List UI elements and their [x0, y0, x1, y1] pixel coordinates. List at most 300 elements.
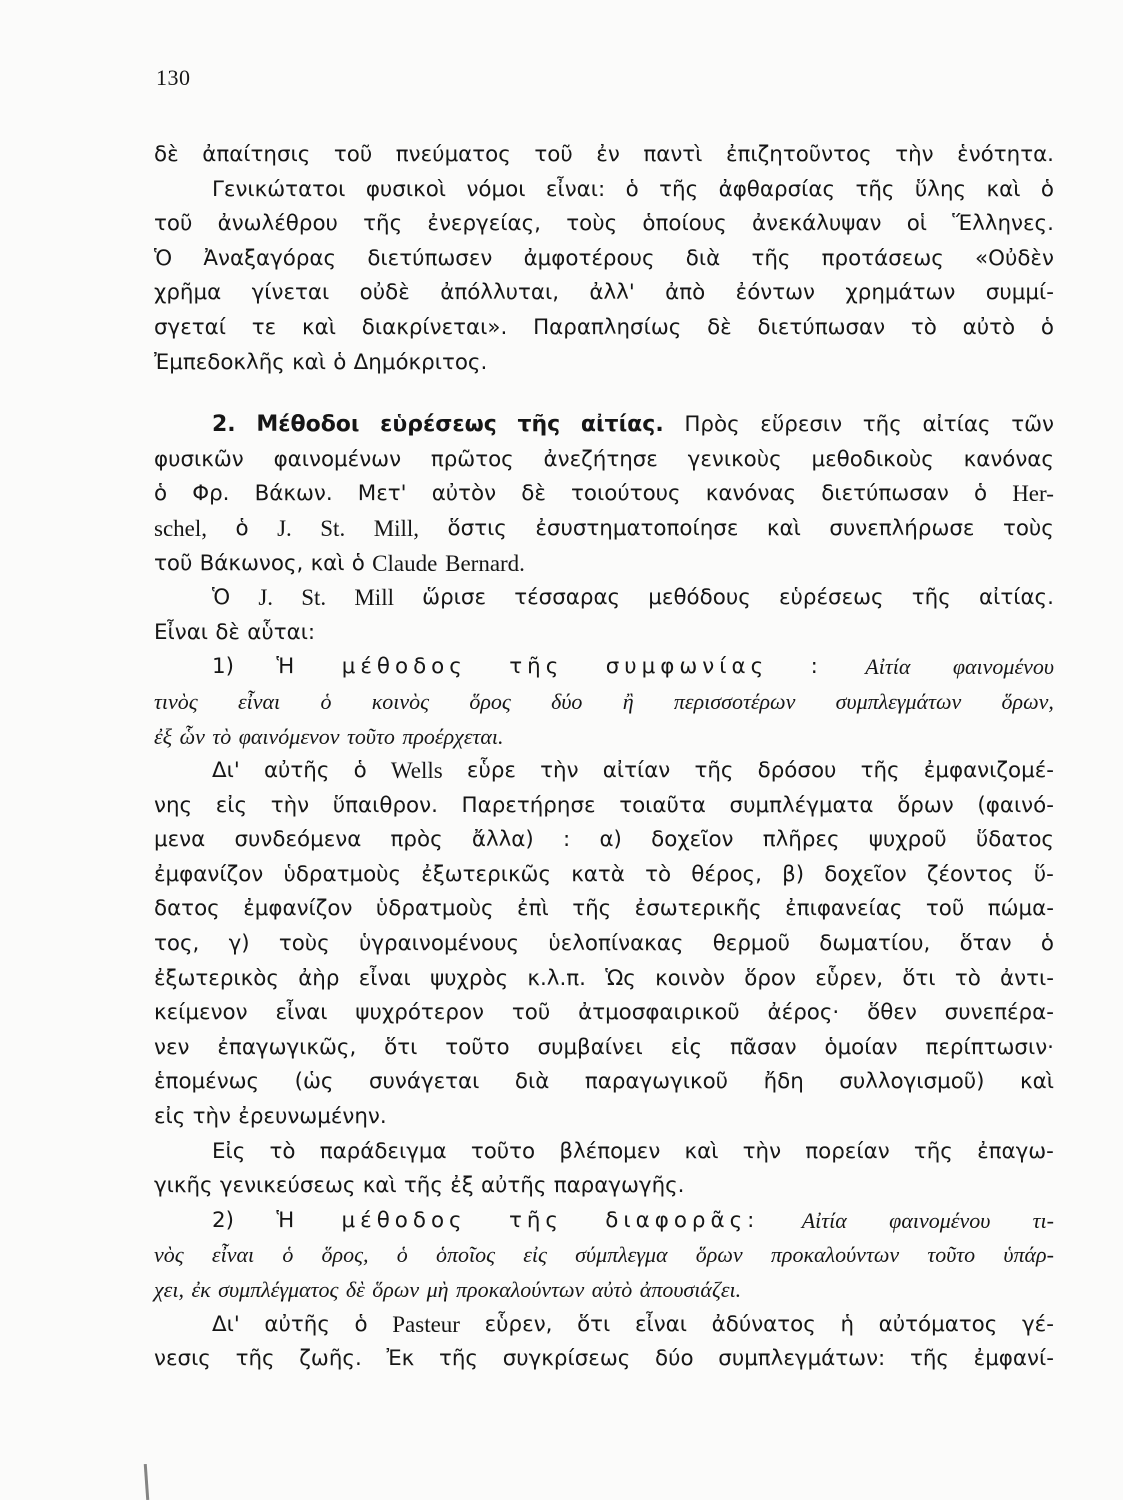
text-word: τῆς: [659, 176, 699, 202]
text-word: τὴν: [895, 142, 934, 167]
text-word: ὅρον: [744, 965, 796, 991]
text-word: Mill,: [373, 515, 420, 541]
text-word: Bernard.: [445, 550, 525, 576]
text-word: δατος: [154, 896, 220, 922]
text-word: εὗρεν,: [815, 965, 884, 991]
text-word: ὁμοίαν: [824, 1034, 898, 1060]
text-word: χρῆμα: [154, 280, 222, 306]
text-word: Γενικώτατοι: [212, 176, 346, 202]
text-word: γενικεύσεως: [219, 1173, 356, 1199]
text-line: [154, 823, 1054, 858]
text-line: [154, 311, 1054, 346]
text-word: Εἰς: [212, 1138, 246, 1164]
text-word: πώμα-: [987, 896, 1054, 922]
text-word: ψυχροῦ: [868, 827, 947, 853]
text-line: [154, 581, 1054, 616]
text-word: ἀπαίτησις: [202, 142, 311, 167]
text-word: νης: [154, 792, 193, 818]
text-line: [154, 207, 1054, 242]
text-word: τέσσαρας: [514, 585, 621, 611]
text-word: τοῦ: [534, 142, 573, 167]
text-word: διετύπωσεν: [367, 245, 493, 271]
text-word: φαινομένου: [889, 1207, 991, 1233]
text-word: πορείαν: [805, 1138, 890, 1164]
text-word: (ὡς: [294, 1069, 334, 1095]
text-word: τὸ: [954, 965, 981, 991]
text-word: τῶν: [1011, 412, 1054, 438]
text-word: τῆς: [508, 1207, 563, 1233]
text-word: ὁ: [1040, 931, 1054, 957]
text-line: [154, 547, 1054, 582]
text-word: τῆς: [509, 654, 564, 680]
text-word: Παρετήρησε: [461, 792, 596, 818]
text-word: ἀφθαρσίας: [718, 176, 836, 202]
text-word: ἀπουσιάζει.: [639, 1277, 742, 1302]
text-word: διὰ: [514, 1069, 550, 1095]
text-word: ἀνεκάλυψαν: [751, 211, 882, 237]
text-word: ὁ: [396, 1242, 408, 1268]
text-word: :: [810, 654, 823, 680]
text-word: ἐνεργείας,: [427, 211, 541, 237]
text-line: [154, 1204, 1054, 1239]
text-word: ἐξ: [450, 1173, 474, 1199]
page-number: 130: [156, 65, 191, 90]
text-word: δωματίου,: [819, 931, 931, 957]
text-word: τῆς: [363, 211, 403, 237]
text-line: [154, 962, 1054, 997]
text-word: ὁ: [235, 515, 249, 541]
text-word: ἐμφανί-: [973, 1346, 1054, 1372]
text-word: τὸ: [645, 861, 672, 887]
text-word: εὗρε: [466, 758, 516, 784]
text-word: ὁ: [354, 1311, 368, 1337]
text-word: συνεπλήρωσε: [829, 515, 975, 541]
text-word: Claude: [372, 550, 438, 576]
text-word: ὁ: [282, 1242, 294, 1268]
text-word: ἐσυστηματοποίησε: [535, 515, 739, 541]
text-word: νεσις: [154, 1346, 211, 1372]
text-line: [154, 477, 1054, 512]
text-word: ἐπιζητοῦντος: [725, 142, 872, 167]
text-word: σγεταί: [154, 314, 226, 340]
text-word: ὑελοπίνακας: [548, 931, 684, 957]
text-word: καὶ: [684, 1138, 719, 1164]
text-word: ὥρισε: [422, 585, 487, 611]
text-word: τοῦτο: [470, 1138, 536, 1164]
text-word: (φαινό-: [977, 792, 1054, 818]
text-word: St.: [301, 585, 327, 611]
text-word: μεθόδους: [648, 585, 751, 611]
text-line: [154, 443, 1054, 478]
text-word: πλῆρες: [762, 827, 840, 853]
text-word: διαφορᾶς:: [605, 1207, 760, 1233]
text-word: Ἐμπεδοκλῆς: [154, 349, 285, 375]
text-word: τος,: [154, 931, 200, 957]
text-word: τινὸς: [154, 688, 198, 714]
text-word: ἀπὸ: [665, 280, 706, 306]
text-word: φυσικῶν: [154, 446, 244, 472]
text-word: σύμπλεγμα: [575, 1242, 668, 1268]
text-line: [154, 927, 1054, 962]
text-word: Ὁ: [212, 585, 231, 611]
text-word: τὴν: [192, 1104, 232, 1130]
text-word: ὕδατος: [975, 827, 1054, 853]
text-word: ἀνωλέθρου: [217, 211, 338, 237]
text-line: [154, 1342, 1054, 1377]
text-word: τὴν: [540, 758, 579, 784]
text-word: εἰς: [215, 792, 248, 818]
text-word: παραγωγικοῦ: [584, 1069, 729, 1095]
text-word: συνάγεται: [368, 1069, 480, 1095]
text-word: Ἀναξαγόρας: [203, 245, 337, 271]
text-word: περίπτωσιν·: [925, 1034, 1054, 1060]
text-word: ψυχρὸς: [430, 965, 509, 991]
text-word: εἶναι: [358, 965, 411, 991]
text-word: ἀδύνατος: [711, 1311, 816, 1337]
text-word: εὑρέσεως: [380, 412, 497, 438]
text-word: εὗρεν,: [484, 1311, 553, 1337]
text-word: ὁ: [625, 176, 639, 202]
text-line: [154, 1135, 1054, 1170]
text-word: ἑνότητα.: [957, 142, 1054, 167]
text-word: καὶ: [986, 176, 1021, 202]
text-line: [154, 996, 1054, 1031]
text-word: εἶναι: [275, 1000, 328, 1026]
text-word: ὁ: [351, 550, 365, 576]
text-word: συμπλεγμάτων:: [718, 1346, 886, 1372]
text-word: οἱ: [906, 211, 928, 237]
text-word: φαινομένων: [273, 446, 402, 472]
text-word: αἰτίας: [922, 412, 991, 438]
text-word: συνεπέρα-: [944, 1000, 1054, 1026]
text-word: δὲ: [154, 142, 179, 167]
text-word: τε: [251, 314, 277, 340]
text-word: Wells: [390, 758, 443, 784]
text-line: [154, 650, 1054, 685]
text-word: αὐτῆς: [263, 758, 330, 784]
text-word: ζέοντος: [926, 861, 1014, 887]
text-word: ὅρων: [372, 1277, 420, 1302]
text-word: εἶναι: [237, 688, 281, 714]
text-word: προτάσεως: [821, 245, 944, 271]
text-word: τῆς: [572, 896, 612, 922]
text-word: Ὡς: [605, 965, 636, 991]
text-word: τῆς: [694, 758, 734, 784]
text-word: εἶναι: [211, 1242, 255, 1268]
text-word: ἀνεζήτησε: [543, 446, 658, 472]
text-word: ἀπόλλυται,: [440, 280, 559, 306]
text-word: ὧν: [179, 723, 205, 749]
text-word: γενικοὺς: [687, 446, 782, 472]
text-word: ἤδη: [763, 1069, 804, 1095]
text-word: δὲ: [215, 619, 240, 645]
text-word: προκαλούντων: [456, 1277, 585, 1302]
text-word: schel,: [154, 515, 208, 541]
text-word: δοχεῖον: [651, 827, 734, 853]
text-word: Ἕλληνες.: [952, 211, 1054, 237]
text-word: ὕλης: [914, 176, 967, 202]
paragraph-gap: [154, 380, 1054, 408]
text-word: εἰς: [523, 1242, 547, 1268]
text-word: θέρος,: [691, 861, 762, 887]
text-word: τοὺς: [566, 211, 618, 237]
text-word: J.: [277, 515, 292, 541]
text-word: αὐτὸ: [591, 1277, 633, 1302]
text-word: Her-: [1012, 481, 1054, 507]
text-word: Μετ': [357, 481, 407, 507]
text-word: κοινὸς: [371, 688, 430, 714]
text-word: Δι': [212, 1311, 240, 1337]
text-word: ὁ: [154, 481, 168, 507]
text-word: συμπλεγμάτων: [835, 688, 962, 714]
text-word: παντὶ: [643, 142, 703, 167]
text-word: δύο: [551, 688, 583, 714]
text-word: β): [782, 861, 805, 887]
text-word: ἀμφοτέρους: [523, 245, 655, 271]
text-word: Ἡ: [276, 1207, 300, 1233]
text-word: Ἐκ: [386, 1346, 415, 1372]
text-word: Πρὸς: [684, 412, 740, 438]
text-word: τῆς: [517, 412, 561, 438]
text-word: καὶ: [766, 515, 801, 541]
text-word: φαινόμενον: [238, 723, 340, 749]
text-word: εἶναι: [634, 1311, 688, 1337]
text-word: τοῦ: [511, 1000, 551, 1026]
text-line: [154, 616, 1054, 651]
text-word: κ.λ.π.: [527, 965, 586, 991]
text-line: [154, 1031, 1054, 1066]
text-word: γέ-: [1021, 1311, 1054, 1337]
text-word: ἐξωτερικῶς: [421, 861, 552, 887]
text-word: Βάκων.: [254, 481, 333, 507]
text-word: δὲ: [345, 1277, 365, 1302]
text-word: ἀὴρ: [298, 965, 340, 991]
text-word: ἐν: [596, 142, 620, 167]
text-line: [154, 892, 1054, 927]
text-word: νόμοι: [466, 176, 526, 202]
text-word: παραγωγῆς.: [553, 1173, 685, 1199]
text-word: Αἰτία: [865, 654, 911, 680]
text-word: ὅρων: [897, 792, 954, 818]
text-word: ἢ: [622, 688, 634, 714]
text-line: [154, 276, 1054, 311]
text-word: χει,: [154, 1277, 184, 1302]
text-word: ὅρων: [695, 1242, 743, 1268]
text-line: [154, 173, 1054, 208]
text-word: ὅτι: [902, 965, 936, 991]
text-word: ἐπιφανείας: [785, 896, 903, 922]
text-word: τοῦτο: [445, 1034, 510, 1060]
text-word: χρημάτων: [845, 280, 956, 306]
text-word: γίνεται: [251, 280, 330, 306]
text-word: ἐξωτερικὸς: [154, 965, 279, 991]
text-word: αὐτὸ: [962, 314, 1016, 340]
text-word: βλέπομεν: [559, 1138, 661, 1164]
text-word: ἐξ: [154, 723, 173, 749]
text-word: τῆς: [403, 1173, 443, 1199]
text-word: διακρίνεται».: [361, 314, 508, 340]
text-word: τῆς: [438, 1346, 478, 1372]
text-word: τοὺς: [278, 931, 330, 957]
text-word: Pasteur: [392, 1311, 460, 1337]
text-word: μεθοδικοὺς: [811, 446, 934, 472]
text-line: [154, 1273, 1054, 1308]
text-word: τῆς: [235, 1346, 275, 1372]
text-word: ὅστις: [447, 515, 507, 541]
text-word: τῆς: [751, 245, 791, 271]
text-word: ἐρευνωμένην.: [238, 1104, 387, 1130]
text-word: ἀτμοσφαιρικοῦ: [578, 1000, 740, 1026]
text-word: προκαλούντων: [770, 1242, 900, 1268]
text-word: συλλογισμοῦ): [839, 1069, 985, 1095]
text-word: συμβαίνει: [537, 1034, 643, 1060]
text-word: φυσικοὶ: [365, 176, 447, 202]
text-word: αἰτίας.: [978, 585, 1054, 611]
text-word: εἶναι:: [545, 176, 606, 202]
text-word: διετύπωσαν: [821, 481, 949, 507]
text-line: [154, 858, 1054, 893]
text-word: μέθοδος: [341, 1207, 467, 1233]
text-word: ὑδρατμοὺς: [375, 896, 494, 922]
text-word: ἀλλ': [589, 280, 635, 306]
text-word: ἐμφανίζον: [154, 861, 264, 887]
text-word: τοῦτο: [927, 1242, 976, 1268]
scan-mark: [144, 1464, 150, 1500]
text-word: ὅταν: [959, 931, 1012, 957]
text-word: μενα: [154, 827, 206, 853]
text-word: τῆς: [911, 585, 951, 611]
text-word: ἐσωτερικῆς: [634, 896, 762, 922]
text-word: ὑδρατμοὺς: [283, 861, 402, 887]
text-word: Δι': [212, 758, 240, 784]
text-word: συγκρίσεως: [502, 1346, 631, 1372]
text-word: καὶ: [310, 550, 345, 576]
text-word: αἰτίαν: [602, 758, 671, 784]
text-word: 2.: [212, 412, 236, 438]
text-word: συνδεόμενα: [234, 827, 362, 853]
text-word: αὐτόματος: [878, 1311, 998, 1337]
text-word: κοινὸν: [655, 965, 725, 991]
text-word: τι-: [1032, 1207, 1054, 1233]
text-word: νὸς: [154, 1242, 184, 1268]
text-word: τῆς: [909, 1346, 949, 1372]
text-word: Φρ.: [192, 481, 230, 507]
text-word: αὐτὸν: [431, 481, 497, 507]
text-word: ἀντι-: [1000, 965, 1054, 991]
text-word: ἐπαγω-: [977, 1138, 1054, 1164]
text-line: [154, 1169, 1054, 1204]
text-word: Μέθοδοι: [256, 412, 360, 438]
text-word: τοιούτους: [571, 481, 681, 507]
text-word: ὅθεν: [867, 1000, 917, 1026]
text-word: ἐμφανίζον: [243, 896, 353, 922]
text-word: τὸ: [269, 1138, 296, 1164]
text-word: δρόσου: [757, 758, 837, 784]
text-word: νεν: [154, 1034, 190, 1060]
text-word: Mill: [354, 585, 394, 611]
text-word: ἐμφανιζομέ-: [923, 758, 1054, 784]
text-word: τοῦ: [925, 896, 965, 922]
text-word: α): [599, 827, 622, 853]
text-word: μέθοδος: [341, 654, 467, 680]
text-word: τοῦ: [154, 550, 193, 576]
text-line: [154, 754, 1054, 789]
text-word: καὶ: [362, 1173, 397, 1199]
text-line: [154, 1308, 1054, 1343]
text-word: πρῶτος: [430, 446, 514, 472]
text-word: δὲ: [521, 481, 546, 507]
text-line: [154, 685, 1054, 720]
text-word: τοῦτο: [347, 723, 395, 749]
text-word: καὶ: [1020, 1069, 1054, 1095]
text-word: Βάκωνος,: [199, 550, 304, 576]
text-word: 2): [212, 1207, 234, 1233]
text-word: ὁ: [1040, 176, 1054, 202]
text-word: γικῆς: [154, 1173, 213, 1199]
text-word: ὕπαιθρον.: [332, 792, 438, 818]
text-line: [154, 789, 1054, 824]
text-word: κανόνας: [705, 481, 797, 507]
text-word: τὸ: [910, 314, 937, 340]
text-line: [154, 720, 1054, 755]
text-word: Αἰτία: [801, 1207, 847, 1233]
text-word: ὅρων,: [1001, 688, 1054, 714]
text-line: [154, 1065, 1054, 1100]
text-word: μὴ: [426, 1277, 449, 1302]
text-word: ἐκ: [191, 1277, 211, 1302]
text-word: :: [563, 827, 571, 853]
text-word: Εἶναι: [154, 619, 209, 645]
text-word: τὴν: [270, 792, 310, 818]
text-word: δοχεῖον: [824, 861, 907, 887]
text-word: αὗται:: [247, 619, 316, 645]
text-line: [154, 346, 1054, 381]
text-word: τοὺς: [1002, 515, 1054, 541]
text-word: τῆς: [860, 758, 900, 784]
text-word: Παραπλησίως: [533, 314, 682, 340]
text-word: καὶ: [292, 349, 327, 375]
text-word: συμφωνίας: [605, 654, 769, 680]
text-word: συμμί-: [985, 280, 1054, 306]
text-word: ὑπάρ-: [1003, 1242, 1054, 1268]
text-word: ὅρος: [469, 688, 511, 714]
text-word: πνεύματος: [395, 142, 511, 167]
text-word: ζωῆς.: [299, 1346, 362, 1372]
text-line: [154, 408, 1054, 443]
text-word: ὁποῖος: [435, 1242, 495, 1268]
text-word: ὅτι: [577, 1311, 611, 1337]
text-word: τοιαῦτα: [619, 792, 706, 818]
text-word: τῆς: [855, 176, 895, 202]
text-word: ὁ: [333, 349, 347, 375]
text-word: αὐτῆς: [480, 1173, 547, 1199]
text-line: [154, 138, 1054, 173]
text-word: εὕρεσιν: [760, 412, 843, 438]
text-word: πᾶσαν: [729, 1034, 797, 1060]
text-word: διετύπωσαν: [757, 314, 886, 340]
text-word: τῆς: [913, 1138, 953, 1164]
text-line: [154, 1100, 1054, 1135]
text-word: Ὁ: [154, 245, 173, 271]
text-word: ὁ: [1040, 314, 1054, 340]
text-line: [154, 1238, 1054, 1273]
text-word: κανόνας: [963, 446, 1054, 472]
body-text: [154, 138, 1054, 1377]
text-word: ὁποίους: [642, 211, 727, 237]
text-word: αἰτίας.: [580, 412, 664, 438]
text-line: [154, 512, 1054, 547]
text-word: συμπλέγματα: [729, 792, 874, 818]
